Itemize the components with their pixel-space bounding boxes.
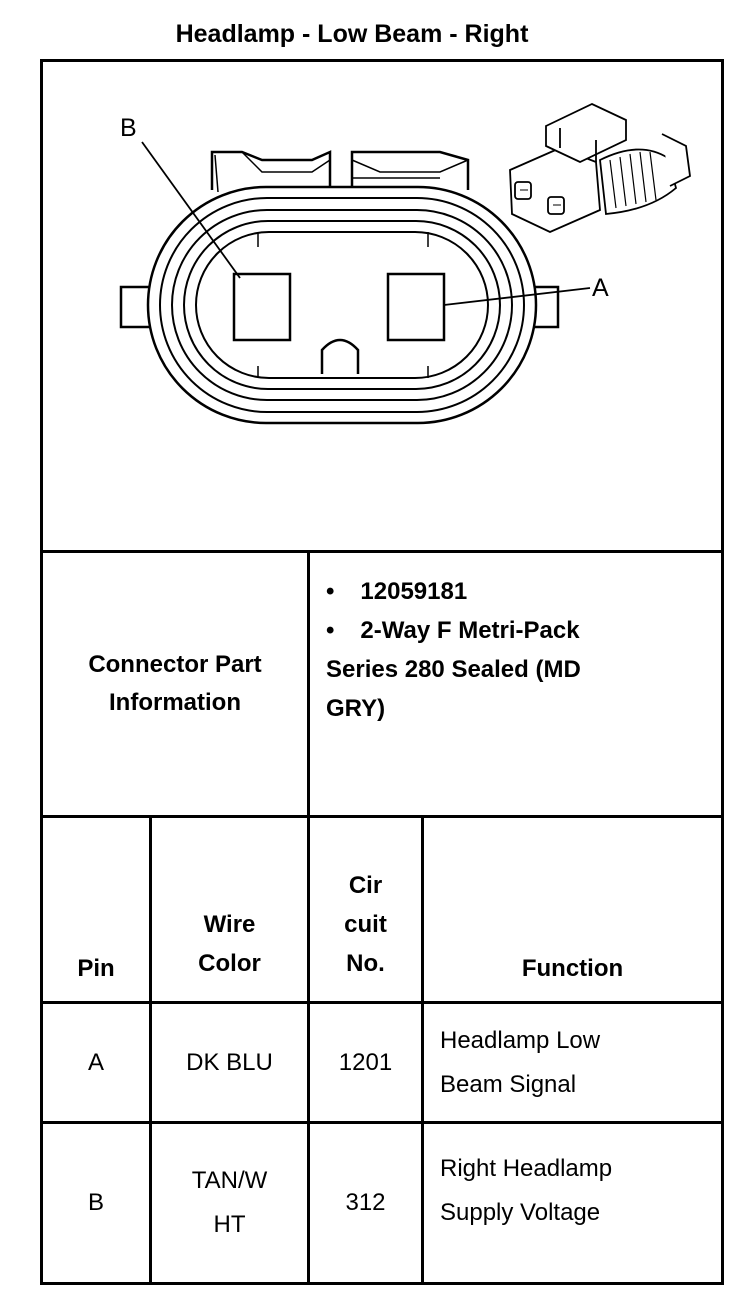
page-title: Headlamp - Low Beam - Right bbox=[175, 20, 529, 48]
connector-part-label-line1: Connector Part bbox=[88, 651, 262, 678]
row-a-function-line1: Headlamp Low bbox=[440, 1026, 601, 1054]
connector-part-details bbox=[326, 572, 716, 728]
part-number: 12059181 bbox=[360, 578, 468, 605]
connector-type-item bbox=[326, 611, 716, 650]
part-number-item bbox=[326, 572, 716, 611]
header-function: Function bbox=[521, 955, 624, 982]
cavity-b-callout: B bbox=[120, 114, 137, 142]
header-circuit-number bbox=[310, 818, 421, 1001]
row-b-wire-color bbox=[152, 1124, 307, 1282]
row-b-function-line2: Supply Voltage bbox=[440, 1199, 601, 1226]
header-circuit-line3: No. bbox=[346, 950, 385, 977]
header-pin: Pin bbox=[77, 955, 115, 982]
row-b-wire-line1: TAN/W bbox=[191, 1167, 268, 1194]
connector-part-label-line2: Information bbox=[109, 689, 241, 716]
header-circuit-line1: Cir bbox=[348, 872, 383, 899]
row-b-function bbox=[440, 1136, 715, 1246]
bullet-icon: • bbox=[326, 578, 335, 605]
cavity-a-callout: A bbox=[592, 274, 609, 302]
row-a-circuit: 1201 bbox=[338, 1048, 393, 1076]
header-circuit-line2: cuit bbox=[344, 911, 387, 938]
row-a-wire-color: DK BLU bbox=[186, 1048, 273, 1076]
row-a-function-line2: Beam Signal bbox=[440, 1070, 577, 1098]
row-a-pin: A bbox=[87, 1048, 104, 1076]
connector-type-line3: GRY) bbox=[326, 695, 386, 722]
row-b-function-line1: Right Headlamp bbox=[440, 1155, 613, 1182]
connector-part-label bbox=[43, 553, 307, 815]
row-b-wire-line2: HT bbox=[213, 1211, 246, 1238]
bullet-icon: • bbox=[326, 617, 335, 644]
header-wire-line2: Color bbox=[198, 950, 261, 977]
row-b-pin: B bbox=[87, 1189, 104, 1216]
row-a-function bbox=[440, 1004, 715, 1121]
connector-type-line1: 2-Way F Metri-Pack bbox=[360, 617, 580, 644]
connector-face-diagram bbox=[43, 62, 721, 550]
connector-type-line2: Series 280 Sealed (MD bbox=[326, 656, 581, 683]
header-wire-line1: Wire bbox=[203, 911, 256, 938]
row-b-circuit: 312 bbox=[345, 1189, 386, 1216]
header-wire-color bbox=[152, 818, 307, 1001]
